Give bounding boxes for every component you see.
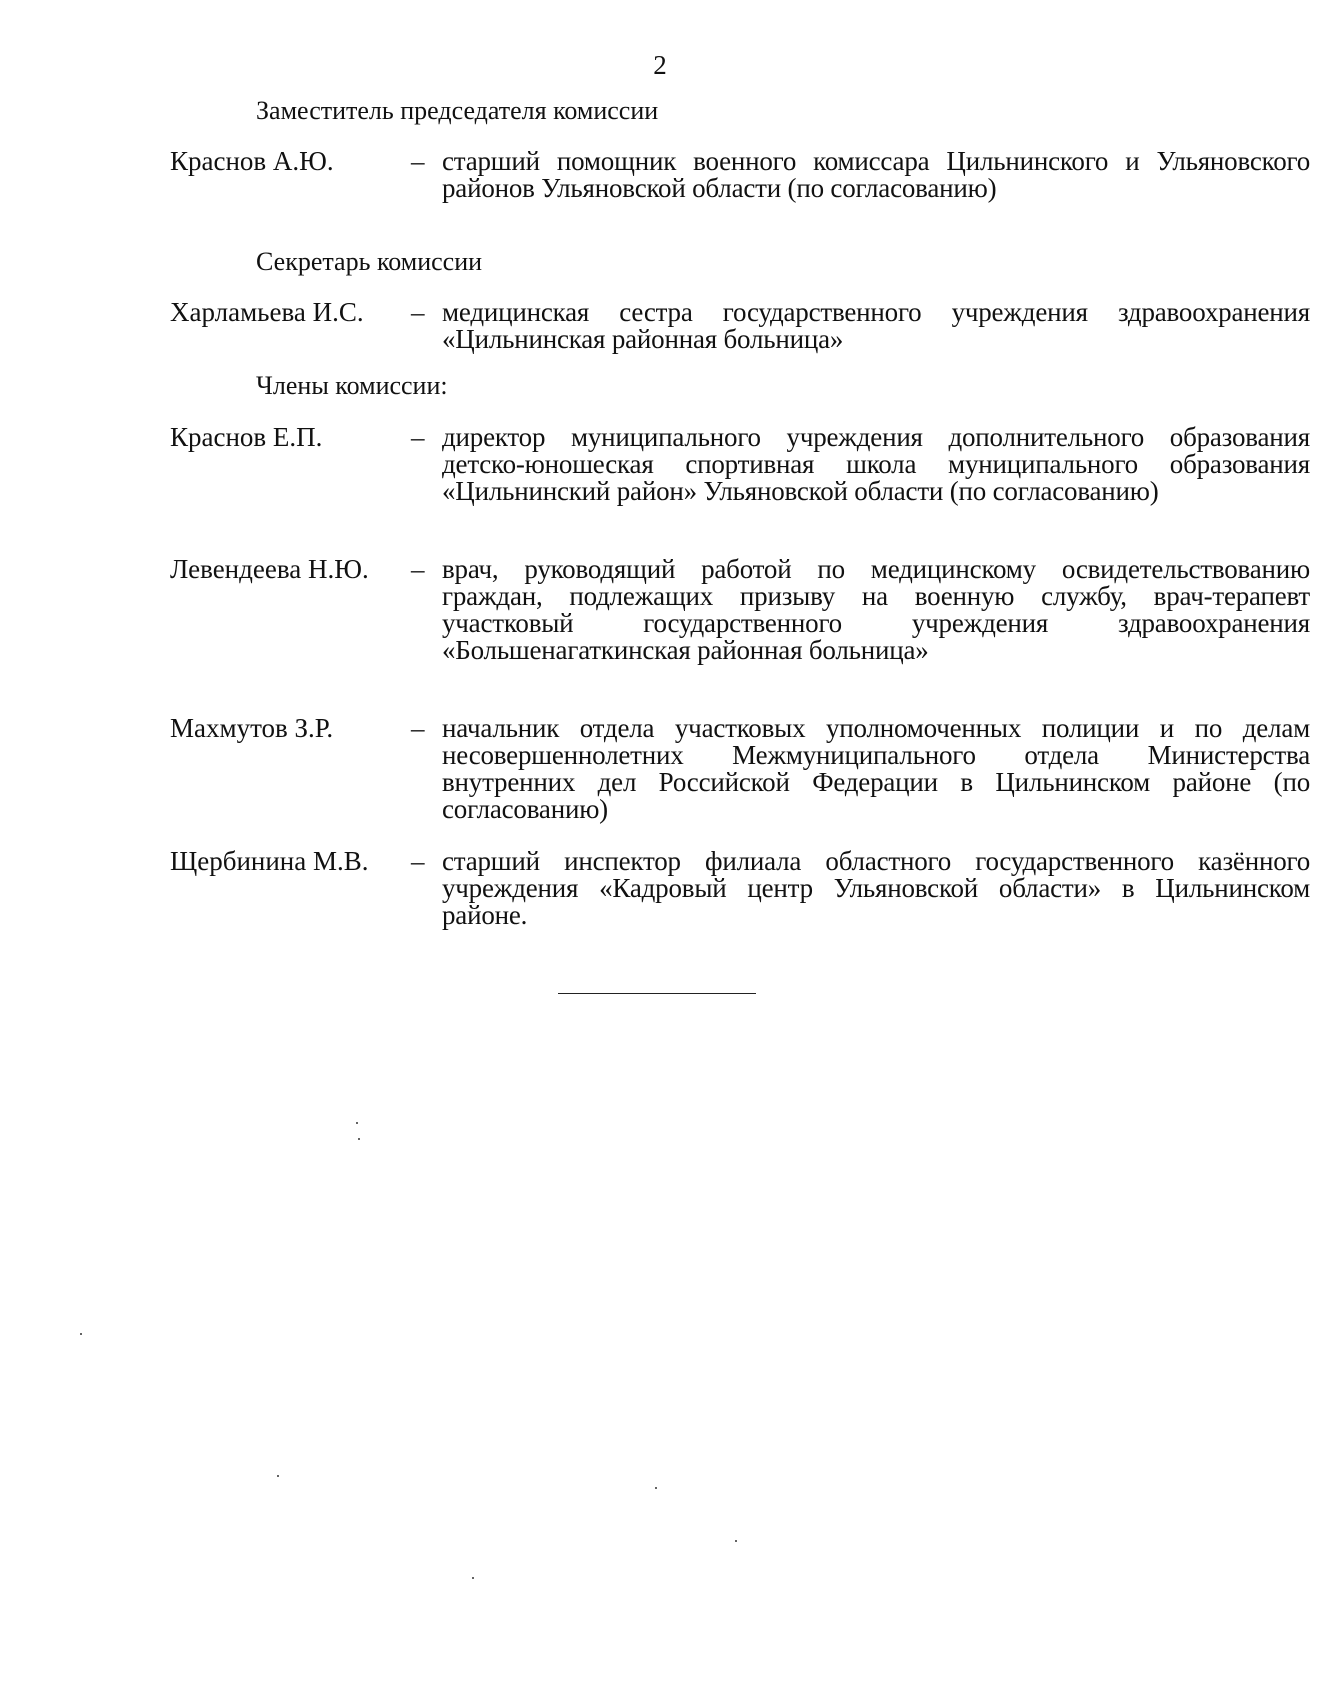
member-name: Щербинина М.В.	[170, 846, 369, 876]
scan-speck	[356, 1122, 358, 1124]
member-role: врач, руководящий работой по медицинскому освидетельствованию граждан, подлежащих призыву на военную службу, врач-терапевт участковый государственного учреждения здравоохранения «Большенагаткинская районная больница»	[442, 554, 1310, 665]
entry-dash: –	[411, 554, 425, 584]
scan-speck	[735, 1540, 737, 1542]
entry-dash: –	[411, 422, 425, 452]
member-name: Краснов А.Ю.	[170, 146, 334, 176]
entry-dash: –	[411, 146, 425, 176]
entry-dash: –	[411, 846, 425, 876]
member-name: Харламьева И.С.	[170, 297, 364, 327]
page-number: 2	[653, 50, 667, 80]
entry-dash: –	[411, 297, 425, 327]
member-role: старший помощник военного комиссара Цильнинского и Ульяновского районов Ульяновской области (по согласованию)	[442, 146, 1310, 203]
member-role: старший инспектор филиала областного государственного казённого учреждения «Кадровый центр Ульяновской области» в Цильнинском районе.	[442, 846, 1310, 930]
entry-dash: –	[411, 713, 425, 743]
member-role: медицинская сестра государственного учреждения здравоохранения «Цильнинская районная больница»	[442, 297, 1310, 354]
member-name: Левендеева Н.Ю.	[170, 554, 369, 584]
scan-speck	[80, 1333, 82, 1335]
section-heading-secretary: Секретарь комиссии	[256, 247, 483, 276]
scan-speck	[277, 1475, 279, 1477]
scan-speck	[472, 1577, 474, 1579]
member-role: начальник отдела участковых уполномоченных полиции и по делам несовершеннолетних Межмуниципального отдела Министерства внутренних дел Российской Федерации в Цильнинском районе (по согласованию)	[442, 713, 1310, 824]
scan-speck	[655, 1487, 657, 1489]
member-name: Махмутов З.Р.	[170, 713, 334, 743]
scan-speck	[358, 1138, 360, 1140]
end-of-list-rule	[558, 993, 756, 994]
member-role: директор муниципального учреждения дополнительного образования детско-юношеская спортивная школа муниципального образования «Цильнинский район» Ульяновской области (по согласованию)	[442, 422, 1310, 506]
member-name: Краснов Е.П.	[170, 422, 323, 452]
section-heading-deputy-chair: Заместитель председателя комиссии	[256, 96, 659, 125]
section-heading-members: Члены комиссии:	[256, 371, 448, 400]
